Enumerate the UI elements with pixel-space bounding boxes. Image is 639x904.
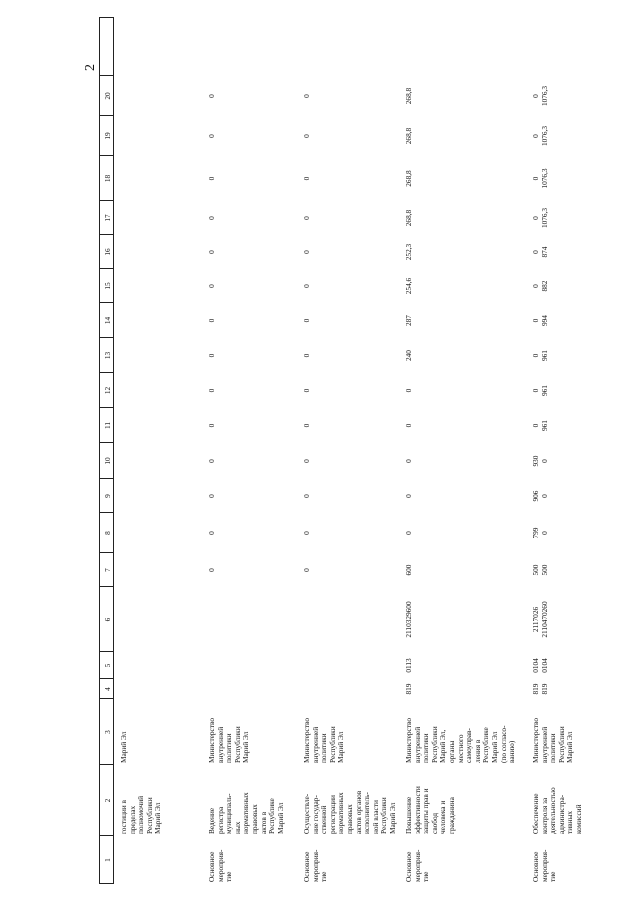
row3-y7: 287 <box>404 315 413 326</box>
header-col-14: 14 <box>103 316 112 325</box>
row1-y1: 0 <box>207 531 216 535</box>
header-col-18: 18 <box>103 174 112 183</box>
header-col-5: 5 <box>103 663 112 668</box>
row3-c7: 600 <box>404 564 413 576</box>
row3-y9: 252,3 <box>404 243 413 261</box>
row2-y3: 0 <box>302 459 311 463</box>
row2-y7: 0 <box>302 318 311 323</box>
table-top-rule <box>99 18 100 884</box>
row3-y12: 268,8 <box>404 127 413 145</box>
row1-y2: 0 <box>207 494 216 498</box>
row1-y12: 0 <box>207 134 216 138</box>
row4-c1: Основное мероприя- тие <box>531 849 558 882</box>
row1-c1: Основное мероприя- тие <box>207 849 234 882</box>
row1-y10: 0 <box>207 216 216 220</box>
row3-y6: 240 <box>404 350 413 361</box>
row4-c4: 819 819 <box>531 683 549 695</box>
page-number: 2 <box>83 64 98 71</box>
row4-y8: 0 882 <box>531 280 549 292</box>
row2-y12: 0 <box>302 134 311 138</box>
row4-c7: 500 500 <box>531 564 549 576</box>
row1-c3: Министерство внутренней политики Республики Марий Эл <box>207 718 251 763</box>
row4-y5: 0 961 <box>531 385 549 396</box>
row2-y1: 0 <box>302 531 311 535</box>
header-col-13: 13 <box>103 351 112 360</box>
header-col-7: 7 <box>103 568 112 572</box>
row4-c2: Обеспечение контроля за деятельностью администра- тивных комиссий <box>531 787 583 834</box>
row3-c2: Повышение эффективности защиты прав и свобод человека и гражданина <box>404 786 456 834</box>
row1-y11: 0 <box>207 176 216 181</box>
row1-y6: 0 <box>207 353 216 358</box>
header-col-2: 2 <box>103 798 112 803</box>
row2-y6: 0 <box>302 353 311 358</box>
row4-y2: 906 0 <box>531 490 549 502</box>
row2-y11: 0 <box>302 176 311 181</box>
header-col-12: 12 <box>103 386 112 395</box>
row1-y13: 0 <box>207 94 216 98</box>
row4-y10: 0 1076,3 <box>531 207 549 229</box>
row4-y3: 930 0 <box>531 455 549 467</box>
row4-c3: Министерство внутренней политики Республики Марий Эл <box>531 718 575 763</box>
row4-y12: 0 1076,3 <box>531 125 549 147</box>
col-sep <box>99 17 114 18</box>
row2-y2: 0 <box>302 494 311 498</box>
header-col-4: 4 <box>103 687 112 691</box>
header-col-15: 15 <box>103 282 112 290</box>
header-col-9: 9 <box>103 494 112 498</box>
row2-c2: Осуществле- ние государ- ственной регистрации нормативных правовых актов органов исполнитель- ной власти Республики Марий Эл <box>302 790 397 834</box>
header-col-20: 20 <box>103 92 112 100</box>
row3-y13: 268,8 <box>404 87 413 105</box>
row3-y8: 254,6 <box>404 277 413 295</box>
row1-y7: 0 <box>207 318 216 323</box>
row3-y2: 0 <box>404 494 413 498</box>
row4-y6: 0 961 <box>531 350 549 361</box>
row0-c3: Марий Эл <box>119 731 128 763</box>
row0-c2: гостиции в пределах полномочий Республики Марий Эл <box>119 795 163 834</box>
header-col-8: 8 <box>103 531 112 535</box>
row3-c1: Основное мероприя- тие <box>404 849 431 882</box>
rotated-table <box>0 11 639 891</box>
row3-c6: 2110329600 <box>404 601 413 638</box>
header-col-3: 3 <box>103 730 112 734</box>
header-col-10: 10 <box>103 457 112 465</box>
row4-y11: 0 1076,3 <box>531 168 549 189</box>
row2-y13: 0 <box>302 94 311 98</box>
row3-y4: 0 <box>404 423 413 428</box>
header-col-19: 19 <box>103 132 112 140</box>
row4-y7: 0 994 <box>531 315 549 326</box>
row2-c3: Министерство внутренней политики Республики Марий Эл <box>302 718 346 763</box>
row3-c3: Министерство внутренней политики Республики Марий Эл, органы местного самоуправ- ления в Республике Марий Эл (по согласо- ванию) <box>404 718 517 763</box>
row3-c4: 819 <box>404 683 413 695</box>
row2-y9: 0 <box>302 250 311 254</box>
row3-y11: 268,8 <box>404 170 413 187</box>
row1-c7: 0 <box>207 568 216 572</box>
row2-y5: 0 <box>302 388 311 393</box>
row4-y13: 0 1076,3 <box>531 85 549 107</box>
header-col-11: 11 <box>103 421 112 430</box>
row2-c1: Основное мероприя- тие <box>302 849 329 882</box>
row4-y4: 0 961 <box>531 420 549 431</box>
header-col-16: 16 <box>103 248 112 256</box>
row4-y9: 0 874 <box>531 246 549 258</box>
row1-y8: 0 <box>207 284 216 288</box>
row1-y3: 0 <box>207 459 216 463</box>
row2-y4: 0 <box>302 423 311 428</box>
row3-y5: 0 <box>404 388 413 393</box>
row4-c6: 2117026 2110470260 <box>531 601 549 638</box>
row2-c7: 0 <box>302 568 311 572</box>
header-col-6: 6 <box>103 617 112 622</box>
header-bottom-rule <box>113 18 114 884</box>
row3-y3: 0 <box>404 459 413 463</box>
row2-y8: 0 <box>302 284 311 288</box>
row3-y10: 268,8 <box>404 209 413 227</box>
row3-c5: 0113 <box>404 658 413 673</box>
row1-y4: 0 <box>207 423 216 428</box>
row3-y1: 0 <box>404 531 413 535</box>
row2-y10: 0 <box>302 216 311 220</box>
header-col-1: 1 <box>103 858 112 862</box>
row1-y5: 0 <box>207 388 216 393</box>
row1-c2: Ведение регистра муниципаль- ных нормативных правовых актов в Республике Марий Эл <box>207 792 285 834</box>
row4-c5: 0104 0104 <box>531 658 549 673</box>
row4-y1: 799 0 <box>531 527 549 539</box>
row1-y9: 0 <box>207 250 216 254</box>
header-col-17: 17 <box>103 214 112 222</box>
